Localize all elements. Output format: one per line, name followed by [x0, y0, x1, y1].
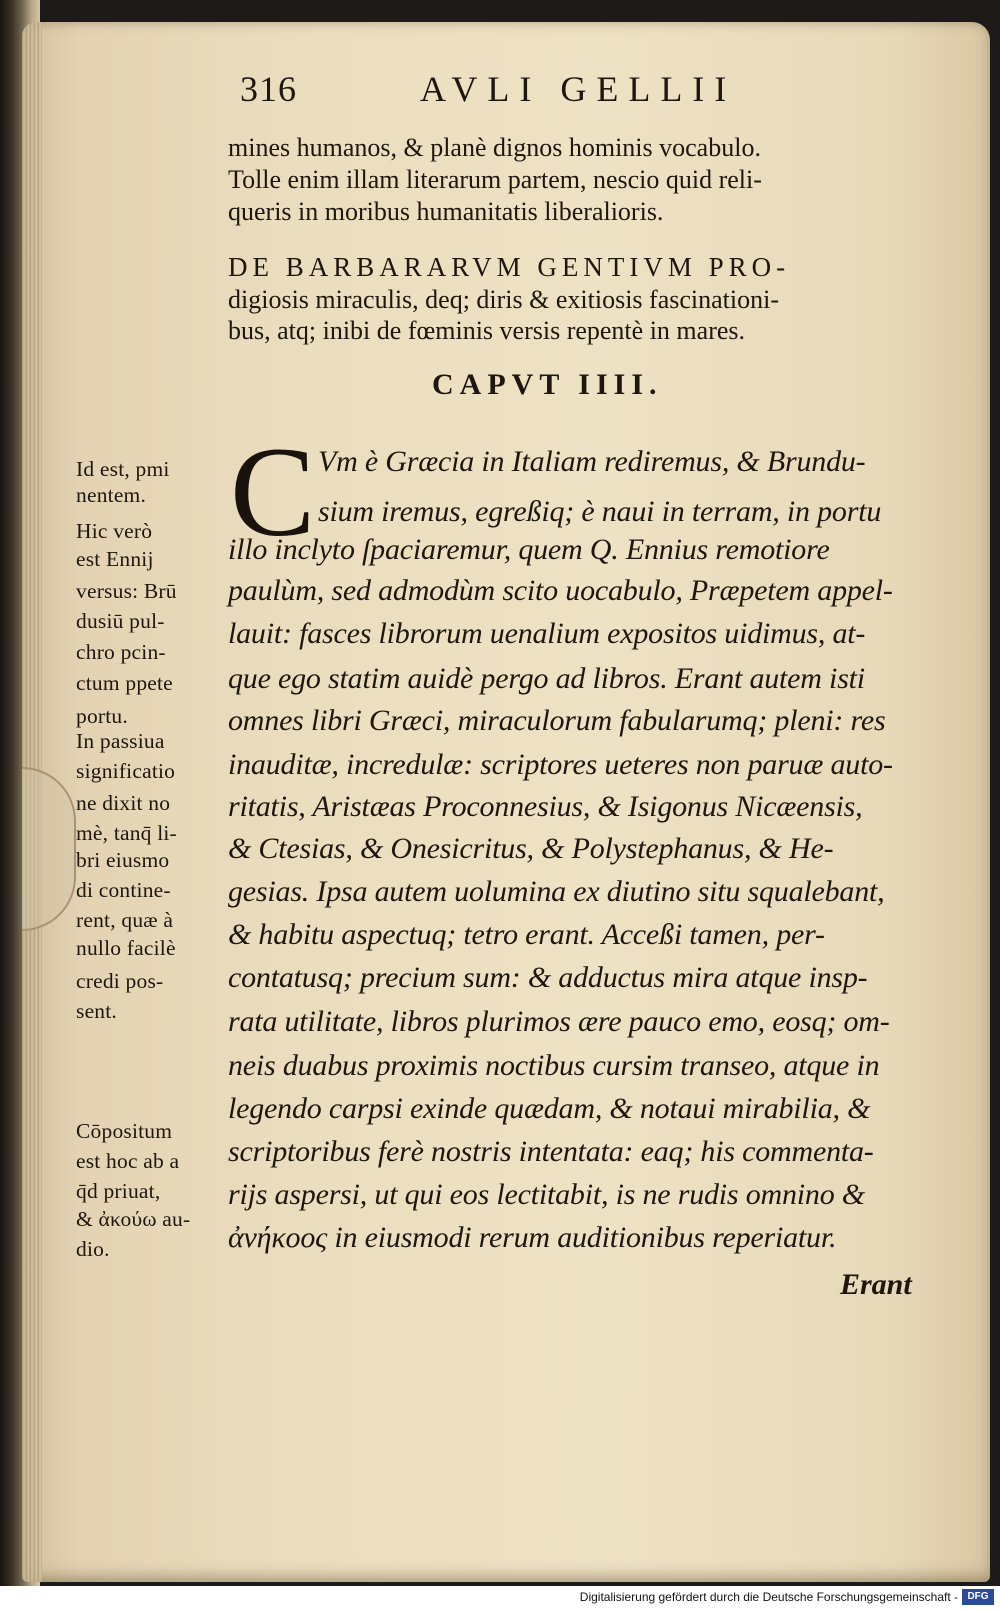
main-text-line: & Ctesias, & Onesicritus, & Polystephanus, & He-	[228, 832, 834, 865]
main-text-line: scriptoribus ferè nostris intentata: eaq; his commenta-	[228, 1135, 874, 1168]
marginal-line: est hoc ab a	[76, 1149, 180, 1173]
chapter-heading-line: bus, atq; inibi de fœminis versis repentè in mares.	[228, 316, 746, 345]
carryover-line: queris in moribus humanitatis liberalioris.	[228, 197, 664, 226]
marginal-line: mè, tanq̄ li-	[76, 821, 177, 845]
book-clasp	[22, 767, 76, 931]
main-text-line: lauit: fasces librorum uenalium expositos uidimus, at-	[228, 617, 866, 650]
main-text-line: contatusq; precium sum: & adductus mira atque insp-	[228, 961, 868, 994]
marginal-line: credi pos-	[76, 969, 164, 993]
caput-heading: CAPVT IIII.	[432, 368, 663, 401]
carryover-line: mines humanos, & planè dignos hominis vocabulo.	[228, 133, 761, 162]
marginal-line: chro pcin-	[76, 640, 166, 664]
main-text-line: omnes libri Græci, miraculorum fabularumq; pleni: res	[228, 704, 886, 737]
marginal-line: sent.	[76, 999, 118, 1023]
marginal-line: ne dixit no	[76, 791, 171, 815]
marginal-line: significatio	[76, 759, 176, 783]
marginal-line: nullo facilè	[76, 936, 176, 960]
dfg-logo-icon: DFG	[962, 1589, 994, 1605]
main-text-line: legendo carpsi exinde quædam, & notaui mirabilia, &	[228, 1092, 871, 1125]
marginal-line: bri eiusmo	[76, 848, 170, 872]
marginal-line: di contine-	[76, 878, 171, 902]
main-text-line: neis duabus proximis noctibus cursim transeo, atque in	[228, 1049, 880, 1082]
marginal-line: nentem.	[76, 483, 147, 507]
marginal-line: versus: Brū	[76, 579, 177, 603]
main-text-line: & habitu aspectuq; tetro erant. Acceßi tamen, per-	[228, 918, 825, 951]
marginal-line: Cōpositum	[76, 1119, 173, 1143]
marginal-line: Id est, pmi	[76, 457, 170, 481]
carryover-line: Tolle enim illam literarum partem, nescio quid reli-	[228, 165, 762, 194]
marginal-line: In passiua	[76, 729, 165, 753]
main-text-line: inauditæ, incredulæ: scriptores ueteres non paruæ auto-	[228, 748, 893, 781]
page-number: 316	[240, 69, 297, 109]
marginal-line: q̄d priuat,	[76, 1179, 161, 1203]
chapter-heading-line: DE BARBARARVM GENTIVM PRO-	[228, 252, 791, 282]
marginal-line: dusiū pul-	[76, 609, 165, 633]
running-title: AVLI GELLII	[420, 69, 737, 109]
marginal-line: est Ennij	[76, 547, 154, 571]
marginal-line: & ἀκούω au-	[76, 1207, 191, 1231]
main-text-line: que ego statim auidè pergo ad libros. Erant autem isti	[228, 662, 865, 695]
main-text-line: Vm è Græcia in Italiam rediremus, & Brundu-	[318, 445, 866, 478]
marginal-line: rent, quæ à	[76, 908, 174, 932]
main-text-line: ritatis, Aristæas Proconnesius, & Isigonus Nicæensis,	[228, 790, 863, 823]
main-text-line: illo inclyto ſpaciaremur, quem Q. Ennius remotiore	[228, 533, 830, 566]
main-text-line: paulùm, sed admodùm scito uocabulo, Præpetem appel-	[228, 574, 893, 607]
marginal-line: ctum ppete	[76, 671, 173, 695]
main-text-line: gesias. Ipsa autem uolumina ex diutino situ squalebant,	[228, 875, 885, 908]
drop-cap: C	[230, 421, 316, 563]
main-text-line: ἀνήκοος in eiusmodi rerum auditionibus reperiatur.	[228, 1221, 837, 1254]
marginal-line: Hic verò	[76, 519, 153, 543]
running-head	[240, 68, 800, 116]
footer-bar	[0, 1586, 1000, 1610]
main-text-line: sium iremus, egreßiq; è naui in terram, in portu	[318, 495, 882, 528]
chapter-heading-line: digiosis miraculis, deq; diris & exitiosis fascinationi-	[228, 285, 779, 314]
main-text-line: rata utilitate, libros plurimos ære pauco emo, eosq; om-	[228, 1005, 890, 1038]
marginal-line: dio.	[76, 1237, 110, 1261]
marginal-line: portu.	[76, 704, 128, 728]
main-text-line: rijs aspersi, ut qui eos lectitabit, is ne rudis omnino &	[228, 1178, 865, 1211]
catchword: Erant	[840, 1268, 912, 1301]
footer-credit: Digitalisierung gefördert durch die Deutsche Forschungsgemeinschaft -	[579, 1590, 958, 1604]
